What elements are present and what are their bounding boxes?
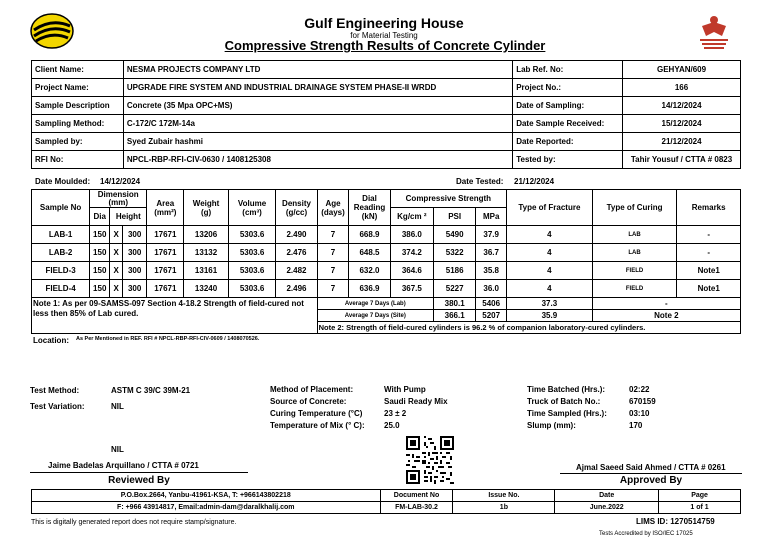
height: 300 [122,262,146,280]
placement-value: With Pump [384,385,426,394]
density: 2.482 [276,262,317,280]
doc-no: FM-LAB-30.2 [380,502,453,514]
page-title: Compressive Strength Results of Concrete Cylinder [224,38,546,53]
col-weight-label: Weight [192,198,220,208]
note1-label: Note 1: [33,299,61,308]
info-right-label: Project No.: [513,79,623,97]
avg-lab-remark: - [592,298,740,310]
date-tested-label: Date Tested: [456,177,504,186]
strength-psi: 5322 [434,244,476,262]
dia: 150 [90,262,110,280]
fracture-type: 4 [507,244,593,262]
avg-lab-mpa: 37.3 [507,298,593,310]
time-batched-value: 02:22 [629,385,650,394]
area: 17671 [147,280,184,298]
info-value: C-172/C 172M-14a [123,115,512,133]
col-volume-unit: (cm³) [242,207,262,217]
density: 2.476 [276,244,317,262]
info-value: NESMA PROJECTS COMPANY LTD [123,61,512,79]
note1-cell [32,298,318,322]
approved-by: Approved By [619,475,683,486]
age: 7 [317,244,349,262]
age: 7 [317,280,349,298]
volume: 5303.6 [228,262,276,280]
dim-separator: X [110,262,123,280]
info-value: UPGRADE FIRE SYSTEM AND INDUSTRIAL DRAINAGE SYSTEM PHASE-II WRDD [123,79,512,97]
location-value: As Per Mentioned in REF. RFI # NPCL-RBP-RFI-CIV-0609 / 1408070526. [76,336,260,342]
strength-mpa: 37.9 [476,226,507,244]
info-row [32,151,741,169]
dial-reading: 632.0 [349,262,390,280]
curing-type: FIELD [592,262,677,280]
strength-kg: 364.6 [390,262,433,280]
curing-type: LAB [592,226,677,244]
info-row [32,79,741,97]
info-row [32,61,741,79]
truck-value: 670159 [629,397,656,406]
col-dimension: Dimension (mm) [90,190,147,208]
dia: 150 [90,244,110,262]
avg-site-kg: 366.1 [434,310,476,322]
truck-label: Truck of Batch No.: [527,397,601,406]
info-right-value: 15/12/2024 [623,115,741,133]
info-right-value: 14/12/2024 [623,97,741,115]
info-right-label: Date of Sampling: [513,97,623,115]
company-name: Gulf Engineering House [304,15,464,31]
table-row [32,280,741,298]
dim-separator: X [110,280,123,298]
date-header: Date [555,490,659,502]
col-area-unit: (mm²) [154,207,177,217]
dial-reading: 648.5 [349,244,390,262]
source-label: Source of Concrete: [270,397,347,406]
weight: 13206 [184,226,228,244]
col-dial [349,190,390,226]
accreditation-logo [692,12,736,52]
approver-line [560,473,742,474]
page-header: Page [659,490,741,502]
weight: 13132 [184,244,228,262]
date-moulded-label: Date Moulded: [35,177,91,186]
date-moulded: 14/12/2024 [100,177,141,186]
info-right-value: 166 [623,79,741,97]
strength-kg: 374.2 [390,244,433,262]
weight: 13161 [184,262,228,280]
test-variation-label: Test Variation: [30,402,85,411]
info-label: Client Name: [32,61,124,79]
test-method-label: Test Method: [30,386,80,395]
remarks: Note1 [677,262,741,280]
location-label: Location: [33,336,69,345]
dim-separator: X [110,244,123,262]
dim-separator: X [110,226,123,244]
curing-temp-value: 23 ± 2 [384,409,407,418]
height: 300 [122,244,146,262]
reviewed-by: Reviewed By [108,475,170,486]
strength-mpa: 35.8 [476,262,507,280]
col-kg: Kg/cm ² [390,208,433,226]
avg-site-remark: Note 2 [592,310,740,322]
col-weight [184,190,228,226]
table-row [32,226,741,244]
note2-text: Note 2: Strength of field-cured cylinders is 96.2 % of companion laboratory-cured cylinders. [317,322,740,334]
volume: 5303.6 [228,244,276,262]
col-age-unit: (days) [321,207,345,217]
iso-note: Tests Accredited by ISO/IEC 17025 [599,531,693,537]
strength-psi: 5490 [434,226,476,244]
col-mpa: MPa [476,208,507,226]
curing-temp-label: Curing Temperature (°C) [270,409,363,418]
col-psi: PSI [434,208,476,226]
col-age [317,190,349,226]
reviewer-line [30,472,248,473]
info-right-value: 21/12/2024 [623,133,741,151]
company-logo [30,12,74,50]
dia: 150 [90,226,110,244]
info-value: Concrete (35 Mpa OPC+MS) [123,97,512,115]
info-label: Sampled by: [32,133,124,151]
time-batched-label: Time Batched (Hrs.): [527,385,606,394]
strength-mpa: 36.7 [476,244,507,262]
fracture-type: 4 [507,280,593,298]
col-sample: Sample No [32,190,90,226]
sample-no: FIELD-4 [32,280,90,298]
col-remarks: Remarks [677,190,741,226]
avg-lab-kg: 380.1 [434,298,476,310]
col-area [147,190,184,226]
height: 300 [122,280,146,298]
fracture-type: 4 [507,226,593,244]
fracture-type: 4 [507,262,593,280]
info-right-value: Tahir Yousuf / CTTA # 0823 [623,151,741,169]
height: 300 [122,226,146,244]
footer-address-2: F: +966 43914817, Email:admin-dam@daralkhalij.com [32,502,381,514]
dia: 150 [90,280,110,298]
col-density-label: Density [282,198,311,208]
table-row [32,262,741,280]
info-right-label: Date Reported: [513,133,623,151]
col-dia: Dia [90,208,110,226]
table-row [32,244,741,262]
volume: 5303.6 [228,280,276,298]
info-label: RFI No: [32,151,124,169]
strength-psi: 5227 [434,280,476,298]
info-right-label: Lab Ref. No: [513,61,623,79]
remarks: - [677,244,741,262]
issue-header: Issue No. [453,490,555,502]
density: 2.496 [276,280,317,298]
footer-date: June.2022 [555,502,659,514]
info-label: Sample Description [32,97,124,115]
col-dial-label: Dial Reading [353,194,386,212]
page-number: 1 of 1 [659,502,741,514]
strength-kg: 386.0 [390,226,433,244]
footer-table [31,489,741,514]
strength-psi: 5186 [434,262,476,280]
reviewer-nil: NIL [111,445,124,454]
density: 2.490 [276,226,317,244]
info-row [32,115,741,133]
col-volume-label: Volume [237,198,267,208]
age: 7 [317,262,349,280]
mix-temp-label: Temperature of Mix (° C): [270,421,365,430]
sample-no: FIELD-3 [32,262,90,280]
avg-lab-psi: 5406 [476,298,507,310]
time-sampled-label: Time Sampled (Hrs.): [527,409,607,418]
info-row [32,97,741,115]
curing-type: LAB [592,244,677,262]
remarks: Note1 [677,280,741,298]
col-age-label: Age [325,198,341,208]
test-method: ASTM C 39/C 39M-21 [111,386,191,395]
results-table [31,189,741,334]
volume: 5303.6 [228,226,276,244]
col-dial-unit: (kN) [361,212,378,221]
source-value: Saudi Ready Mix [384,397,448,406]
placement-label: Method of Placement: [270,385,354,394]
info-row [32,133,741,151]
col-weight-unit: (g) [200,207,212,217]
col-height: Height [110,208,147,226]
sample-no: LAB-2 [32,244,90,262]
avg-lab-label: Average 7 Days (Lab) [317,298,433,310]
info-right-value: GEHYAN/609 [623,61,741,79]
remarks: - [677,226,741,244]
curing-type: FIELD [592,280,677,298]
avg-site-psi: 5207 [476,310,507,322]
info-label: Sampling Method: [32,115,124,133]
col-compressive: Compressive Strength [390,190,506,208]
footer-address-1: P.O.Box.2664, Yanbu-41961-KSA, T: +966143802218 [32,490,381,502]
col-density [276,190,317,226]
weight: 13240 [184,280,228,298]
lims-id: LIMS ID: 1270514759 [636,517,715,526]
qr-code [406,436,454,484]
issue-no: 1b [453,502,555,514]
age: 7 [317,226,349,244]
col-curing: Type of Curing [592,190,677,226]
note1-text: As per 09-SAMSS-097 Section 4-18.2 Strength of field-cured not less then 85% of Lab cured. [33,299,304,318]
digital-note: This is digitally generated report does not require stamp/signature. [31,519,237,526]
note1-spacer [32,322,318,334]
mix-temp-value: 25.0 [384,421,400,430]
info-value: Syed Zubair hashmi [123,133,512,151]
area: 17671 [147,262,184,280]
avg-site-mpa: 35.9 [507,310,593,322]
company-subtitle: for Material Testing [350,31,418,40]
strength-mpa: 36.0 [476,280,507,298]
area: 17671 [147,226,184,244]
strength-kg: 367.5 [390,280,433,298]
reviewer-name: Jaime Badelas Arquillano / CTTA # 0721 [48,461,199,470]
info-table [31,60,741,169]
col-density-unit: (g/cc) [285,207,308,217]
dial-reading: 636.9 [349,280,390,298]
date-tested: 21/12/2024 [514,177,555,186]
test-variation: NIL [111,402,124,411]
info-value: NPCL-RBP-RFI-CIV-0630 / 1408125308 [123,151,512,169]
col-fracture: Type of Fracture [507,190,593,226]
dial-reading: 668.9 [349,226,390,244]
info-right-label: Tested by: [513,151,623,169]
col-volume [228,190,276,226]
col-area-label: Area [156,198,175,208]
sample-no: LAB-1 [32,226,90,244]
slump-value: 170 [629,421,643,430]
slump-label: Slump (mm): [527,421,576,430]
doc-no-header: Document No [380,490,453,502]
area: 17671 [147,244,184,262]
time-sampled-value: 03:10 [629,409,650,418]
approver-name: Ajmal Saeed Said Ahmed / CTTA # 0261 [576,463,726,472]
avg-site-label: Average 7 Days (Site) [317,310,433,322]
info-label: Project Name: [32,79,124,97]
info-right-label: Date Sample Received: [513,115,623,133]
